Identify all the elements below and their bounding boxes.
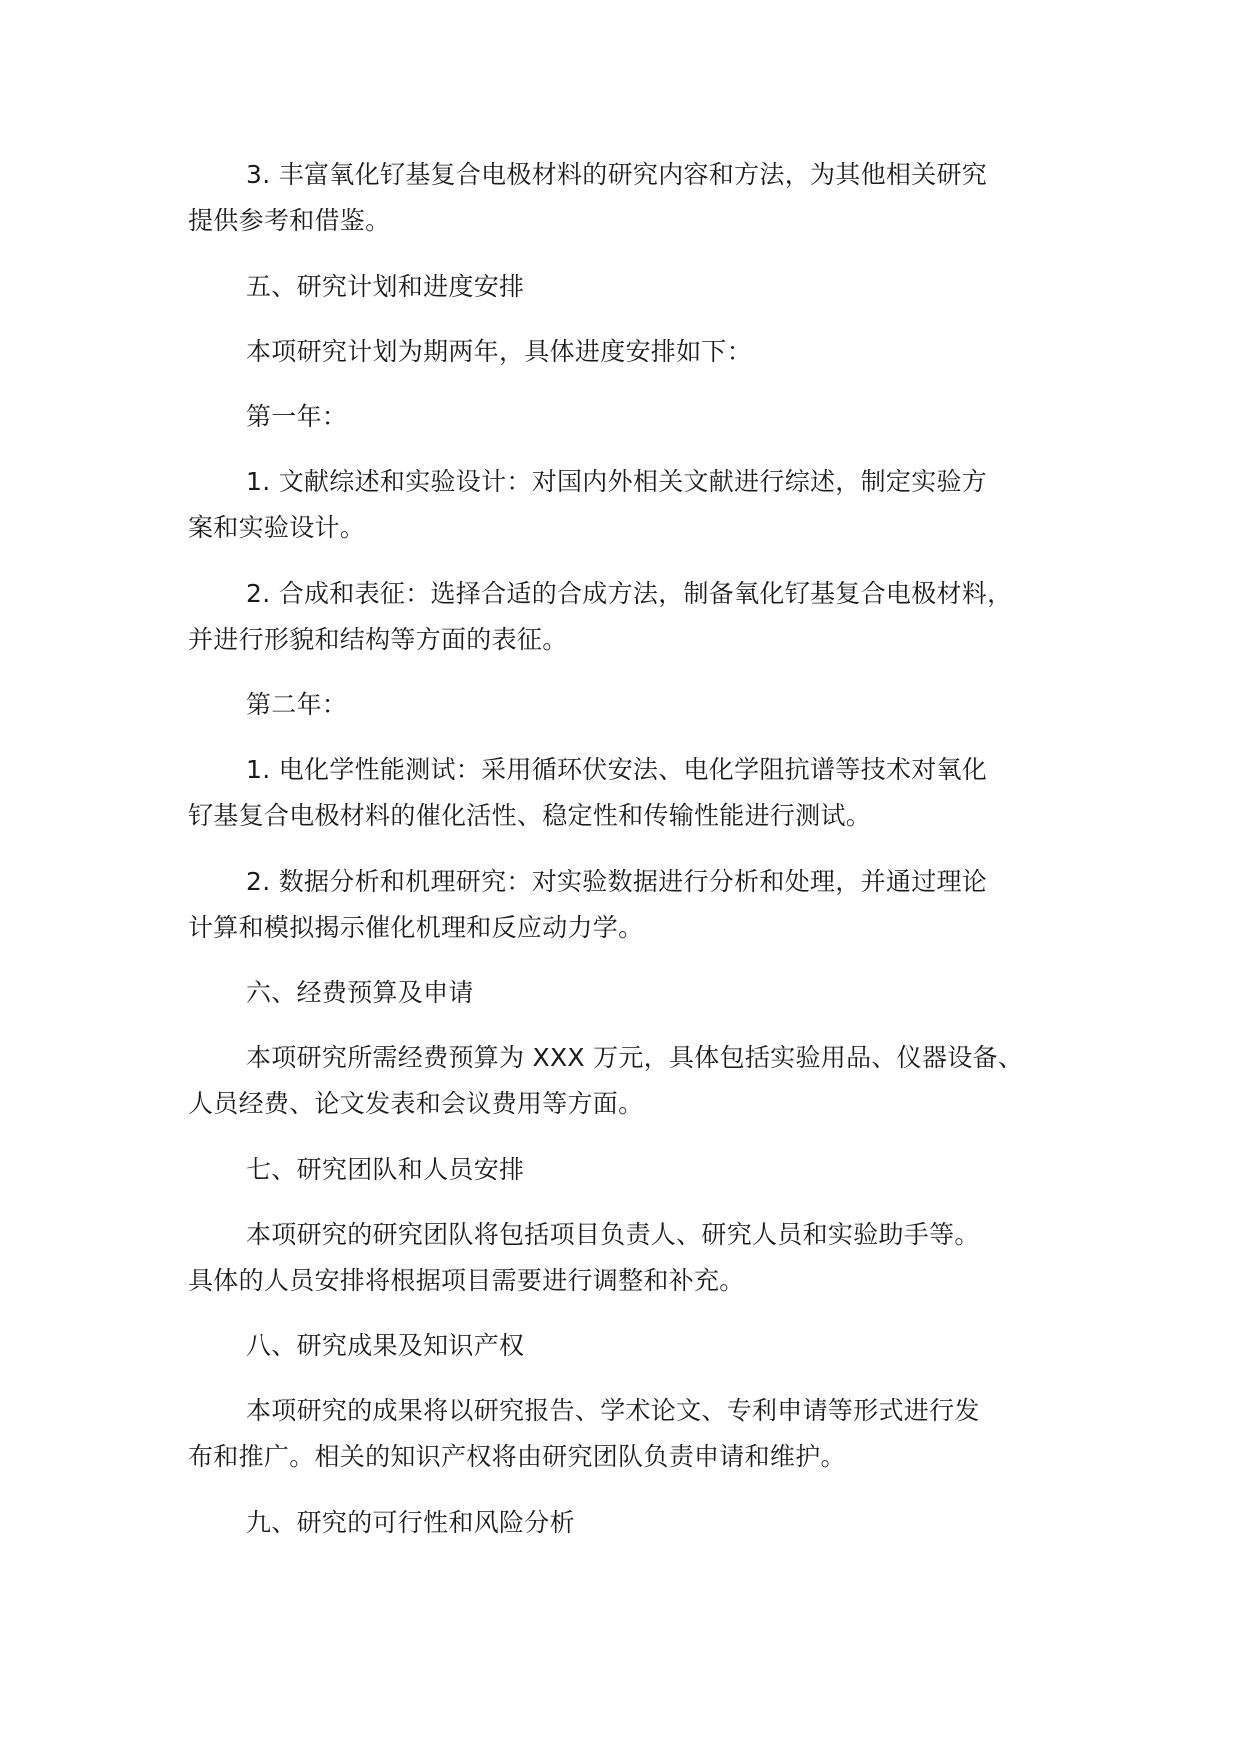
year-two-item-1-line-2: 钌基复合电极材料的催化活性、稳定性和传输性能进行测试。 [188,801,872,830]
section-heading-9: 九、研究的可行性和风险分析 [246,1508,575,1537]
year-two-item-2-line-2: 计算和模拟揭示催化机理和反应动力学。 [188,913,644,942]
paragraph-item-3-line-1: 3. 丰富氧化钌基复合电极材料的研究内容和方法，为其他相关研究 [246,160,988,189]
year-one-item-1-line-1: 1. 文献综述和实验设计：对国内外相关文献进行综述，制定实验方 [246,467,988,496]
section-heading-5: 五、研究计划和进度安排 [246,272,525,301]
year-one-item-2-line-2: 并进行形貌和结构等方面的表征。 [188,625,568,654]
team-paragraph-line-2: 具体的人员安排将根据项目需要进行调整和补充。 [188,1266,745,1295]
budget-paragraph-line-1: 本项研究所需经费预算为 XXX 万元，具体包括实验用品、仪器设备、 [246,1043,1024,1072]
plan-intro-paragraph: 本项研究计划为期两年，具体进度安排如下： [246,337,753,366]
paragraph-item-3-line-2: 提供参考和借鉴。 [188,206,391,235]
year-two-item-1-line-1: 1. 电化学性能测试：采用循环伏安法、电化学阻抗谱等技术对氧化 [246,755,988,784]
year-one-heading: 第一年： [246,402,348,431]
year-one-item-1-line-2: 案和实验设计。 [188,513,366,542]
section-heading-8: 八、研究成果及知识产权 [246,1331,525,1360]
outcomes-paragraph-line-1: 本项研究的成果将以研究报告、学术论文、专利申请等形式进行发 [246,1396,980,1425]
team-paragraph-line-1: 本项研究的研究团队将包括项目负责人、研究人员和实验助手等。 [246,1220,980,1249]
outcomes-paragraph-line-2: 布和推广。相关的知识产权将由研究团队负责申请和维护。 [188,1442,846,1471]
year-two-item-2-line-1: 2. 数据分析和机理研究：对实验数据进行分析和处理，并通过理论 [246,867,988,896]
section-heading-6: 六、经费预算及申请 [246,978,474,1007]
section-heading-7: 七、研究团队和人员安排 [246,1155,525,1184]
budget-paragraph-line-2: 人员经费、论文发表和会议费用等方面。 [188,1089,644,1118]
year-one-item-2-line-1: 2. 合成和表征：选择合适的合成方法，制备氧化钌基复合电极材料， [246,579,1013,608]
year-two-heading: 第二年： [246,690,348,719]
